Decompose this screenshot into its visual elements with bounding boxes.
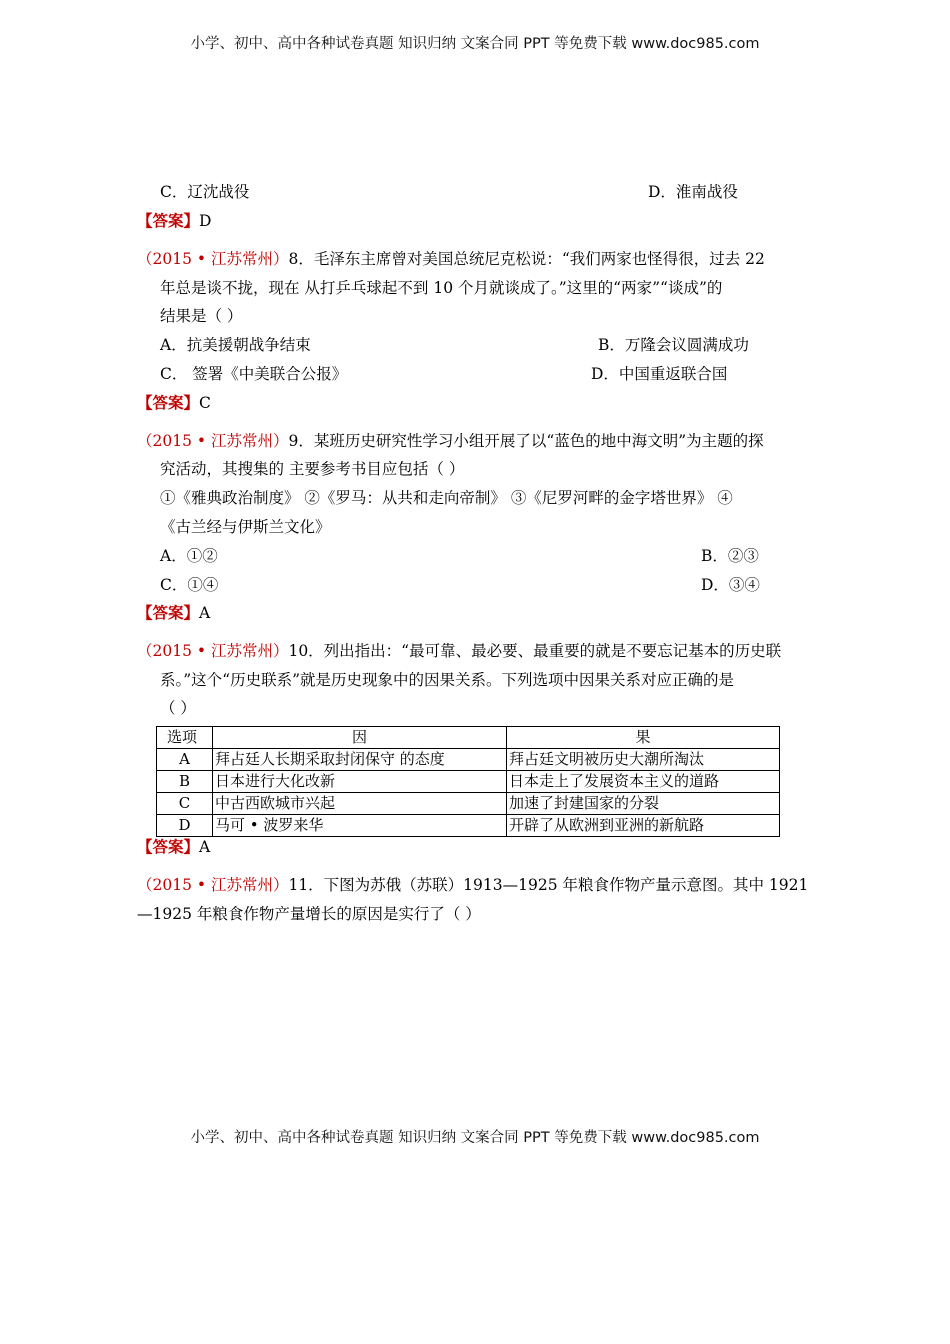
table-row bbox=[157, 771, 780, 793]
q10-text-1: 10．列出指出：“最可靠、最必要、最重要的就是不要忘记基本的历史联 bbox=[288, 642, 782, 660]
q8-line-1 bbox=[137, 248, 765, 270]
answer-value: A bbox=[199, 604, 211, 622]
table-cell: B bbox=[157, 771, 213, 793]
table-cell: 日本进行大化改新 bbox=[213, 771, 507, 793]
q9-text-3: ①《雅典政治制度》 ②《罗马：从共和走向帝制》 ③《尼罗河畔的金字塔世界》 ④ bbox=[160, 489, 733, 507]
table-header-cause: 因 bbox=[213, 727, 507, 749]
prev-option-c: C．辽沈战役 bbox=[160, 183, 250, 201]
q9-option-d: D．③④ bbox=[701, 576, 760, 594]
q9-option-a: A．①② bbox=[160, 547, 218, 565]
table-cell: 中古西欧城市兴起 bbox=[213, 793, 507, 815]
q8-source: （2015 • 江苏常州） bbox=[137, 250, 289, 268]
q10-line-1 bbox=[137, 640, 781, 662]
table-cell: D bbox=[157, 815, 213, 837]
table-cell: C bbox=[157, 793, 213, 815]
answer-label: 【答案】 bbox=[137, 603, 200, 622]
answer-label: 【答案】 bbox=[137, 211, 200, 230]
table-header-row bbox=[157, 727, 780, 749]
answer-value: A bbox=[199, 838, 211, 856]
prev-answer bbox=[137, 210, 211, 232]
q8-option-b: B．万隆会议圆满成功 bbox=[598, 336, 749, 354]
q9-text-1: 9．某班历史研究性学习小组开展了以“蓝色的地中海文明”为主题的探 bbox=[288, 432, 764, 450]
table-cell: 拜占廷人长期采取封闭保守 的态度 bbox=[213, 749, 507, 771]
table-header-effect: 果 bbox=[507, 727, 780, 749]
answer-value: C bbox=[199, 394, 211, 412]
answer-label: 【答案】 bbox=[137, 393, 200, 412]
table-header-option: 选项 bbox=[157, 727, 213, 749]
q10-text-2: 系。”这个“历史联系”就是历史现象中的因果关系。下列选项中因果关系对应正确的是 bbox=[160, 671, 735, 689]
table-cell: 加速了封建国家的分裂 bbox=[507, 793, 780, 815]
q10-text-3: （ ） bbox=[160, 699, 196, 717]
q11-line-1 bbox=[137, 874, 808, 896]
q9-text-2: 究活动，其搜集的 主要参考书目应包括（ ） bbox=[160, 460, 465, 478]
q8-text-3: 结果是（ ） bbox=[160, 307, 243, 325]
prev-option-d: D．淮南战役 bbox=[648, 183, 738, 201]
q8-text-1: 8．毛泽东主席曾对美国总统尼克松说：“我们两家也怪得很，过去 22 bbox=[288, 250, 765, 268]
table-cell: A bbox=[157, 749, 213, 771]
table-cell: 开辟了从欧洲到亚洲的新航路 bbox=[507, 815, 780, 837]
q11-source: （2015 • 江苏常州） bbox=[137, 876, 289, 894]
page-footer: 小学、初中、高中各种试卷真题 知识归纳 文案合同 PPT 等免费下载 www.doc985.com bbox=[190, 1130, 760, 1146]
q8-option-a: A．抗美援朝战争结束 bbox=[160, 336, 311, 354]
q8-text-2: 年总是谈不拢，现在 从打乒乓球起不到 10 个月就谈成了。”这里的“两家”“谈成”的 bbox=[160, 279, 723, 297]
q8-option-d: D．中国重返联合国 bbox=[591, 365, 728, 383]
q10-source: （2015 • 江苏常州） bbox=[137, 642, 289, 660]
q9-option-c: C．①④ bbox=[160, 576, 219, 594]
table-row bbox=[157, 815, 780, 837]
cause-effect-table bbox=[156, 726, 780, 837]
q8-answer bbox=[137, 392, 211, 414]
table-cell: 日本走上了发展资本主义的道路 bbox=[507, 771, 780, 793]
q11-text-2: —1925 年粮食作物产量增长的原因是实行了（ ） bbox=[137, 905, 481, 923]
table-cell: 马可 • 波罗来华 bbox=[213, 815, 507, 837]
q11-text-1: 11．下图为苏俄（苏联）1913—1925 年粮食作物产量示意图。其中 1921 bbox=[288, 876, 809, 894]
q9-answer bbox=[137, 602, 210, 624]
q9-text-4: 《古兰经与伊斯兰文化》 bbox=[160, 518, 331, 536]
answer-value: D bbox=[199, 212, 212, 230]
table-row bbox=[157, 793, 780, 815]
q9-line-1 bbox=[137, 430, 764, 452]
q10-answer bbox=[137, 836, 210, 858]
answer-label: 【答案】 bbox=[137, 837, 200, 856]
q9-source: （2015 • 江苏常州） bbox=[137, 432, 289, 450]
page-header: 小学、初中、高中各种试卷真题 知识归纳 文案合同 PPT 等免费下载 www.doc985.com bbox=[190, 36, 760, 52]
table-row bbox=[157, 749, 780, 771]
table-cell: 拜占廷文明被历史大潮所淘汰 bbox=[507, 749, 780, 771]
q9-option-b: B．②③ bbox=[701, 547, 759, 565]
q8-option-c: C． 签署《中美联合公报》 bbox=[160, 365, 348, 383]
